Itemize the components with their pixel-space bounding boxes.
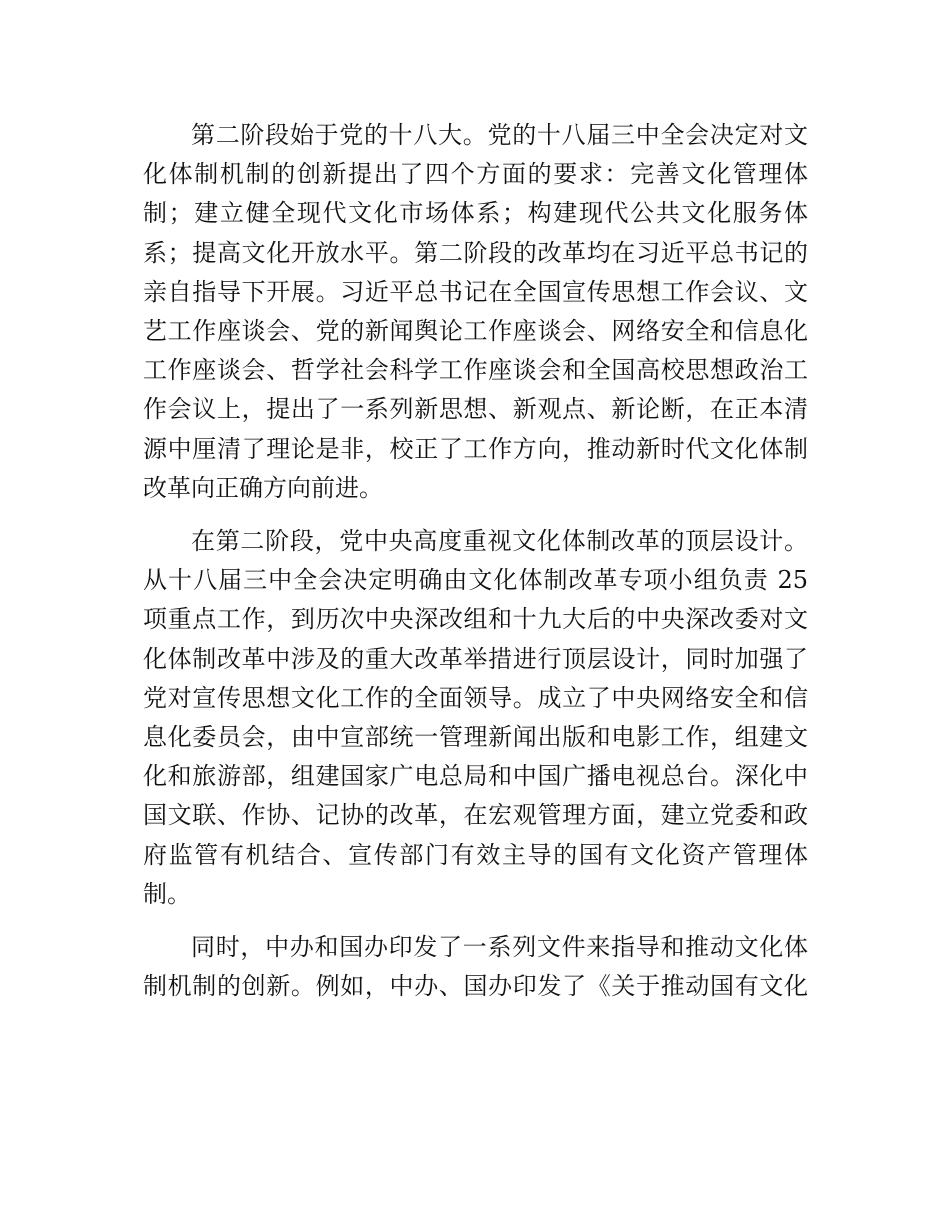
text-line: 在第二阶段，党中央高度重视文化体制改革的顶层设计。 — [191, 527, 808, 556]
text-line: 国文联、作协、记协的改革，在宏观管理方面，建立党委和政 — [143, 801, 808, 830]
paragraph-2 — [143, 522, 808, 914]
text-line: 化和旅游部，组建国家广电总局和中国广播电视总台。深化中 — [143, 762, 808, 791]
text-line: 化体制改革中涉及的重大改革举措进行顶层设计，同时加强了 — [143, 644, 808, 673]
document-body — [143, 116, 808, 1006]
text-line: 制；建立健全现代文化市场体系；构建现代公共文化服务体 — [143, 199, 808, 228]
text-line: 府监管有机结合、宣传部门有效主导的国有文化资产管理体 — [143, 840, 808, 869]
text-line: 亲自指导下开展。习近平总书记在全国宣传思想工作会议、文 — [143, 277, 808, 306]
text-line: 制机制的创新。例如，中办、国办印发了《关于推动国有文化 — [143, 972, 808, 1001]
text-line: 作会议上，提出了一系列新思想、新观点、新论断，在正本清 — [143, 395, 808, 424]
text-line: 改革向正确方向前进。 — [143, 473, 383, 502]
paragraph-3 — [143, 928, 808, 1006]
text-line: 化体制机制的创新提出了四个方面的要求：完善文化管理体 — [143, 160, 808, 189]
text-line: 项重点工作，到历次中央深改组和十九大后的中央深改委对文 — [143, 605, 808, 634]
text-line: 源中厘清了理论是非，校正了工作方向，推动新时代文化体制 — [143, 434, 808, 463]
text-line: 同时，中办和国办印发了一系列文件来指导和推动文化体 — [191, 933, 808, 962]
paragraph-gap — [143, 914, 808, 928]
text-line: 息化委员会，由中宣部统一管理新闻出版和电影工作，组建文 — [143, 723, 808, 752]
text-line: 制。 — [143, 879, 191, 908]
paragraph-gap — [143, 508, 808, 522]
text-line: 党对宣传思想文化工作的全面领导。成立了中央网络安全和信 — [143, 683, 808, 712]
paragraph-1 — [143, 116, 808, 508]
text-line: 艺工作座谈会、党的新闻舆论工作座谈会、网络安全和信息化 — [143, 317, 808, 346]
text-line: 工作座谈会、哲学社会科学工作座谈会和全国高校思想政治工 — [143, 356, 808, 385]
text-line: 第二阶段始于党的十八大。党的十八届三中全会决定对文 — [191, 121, 808, 149]
text-line: 从十八届三中全会决定明确由文化体制改革专项小组负责 25 — [143, 566, 808, 595]
text-line: 系；提高文化开放水平。第二阶段的改革均在习近平总书记的 — [143, 238, 808, 267]
